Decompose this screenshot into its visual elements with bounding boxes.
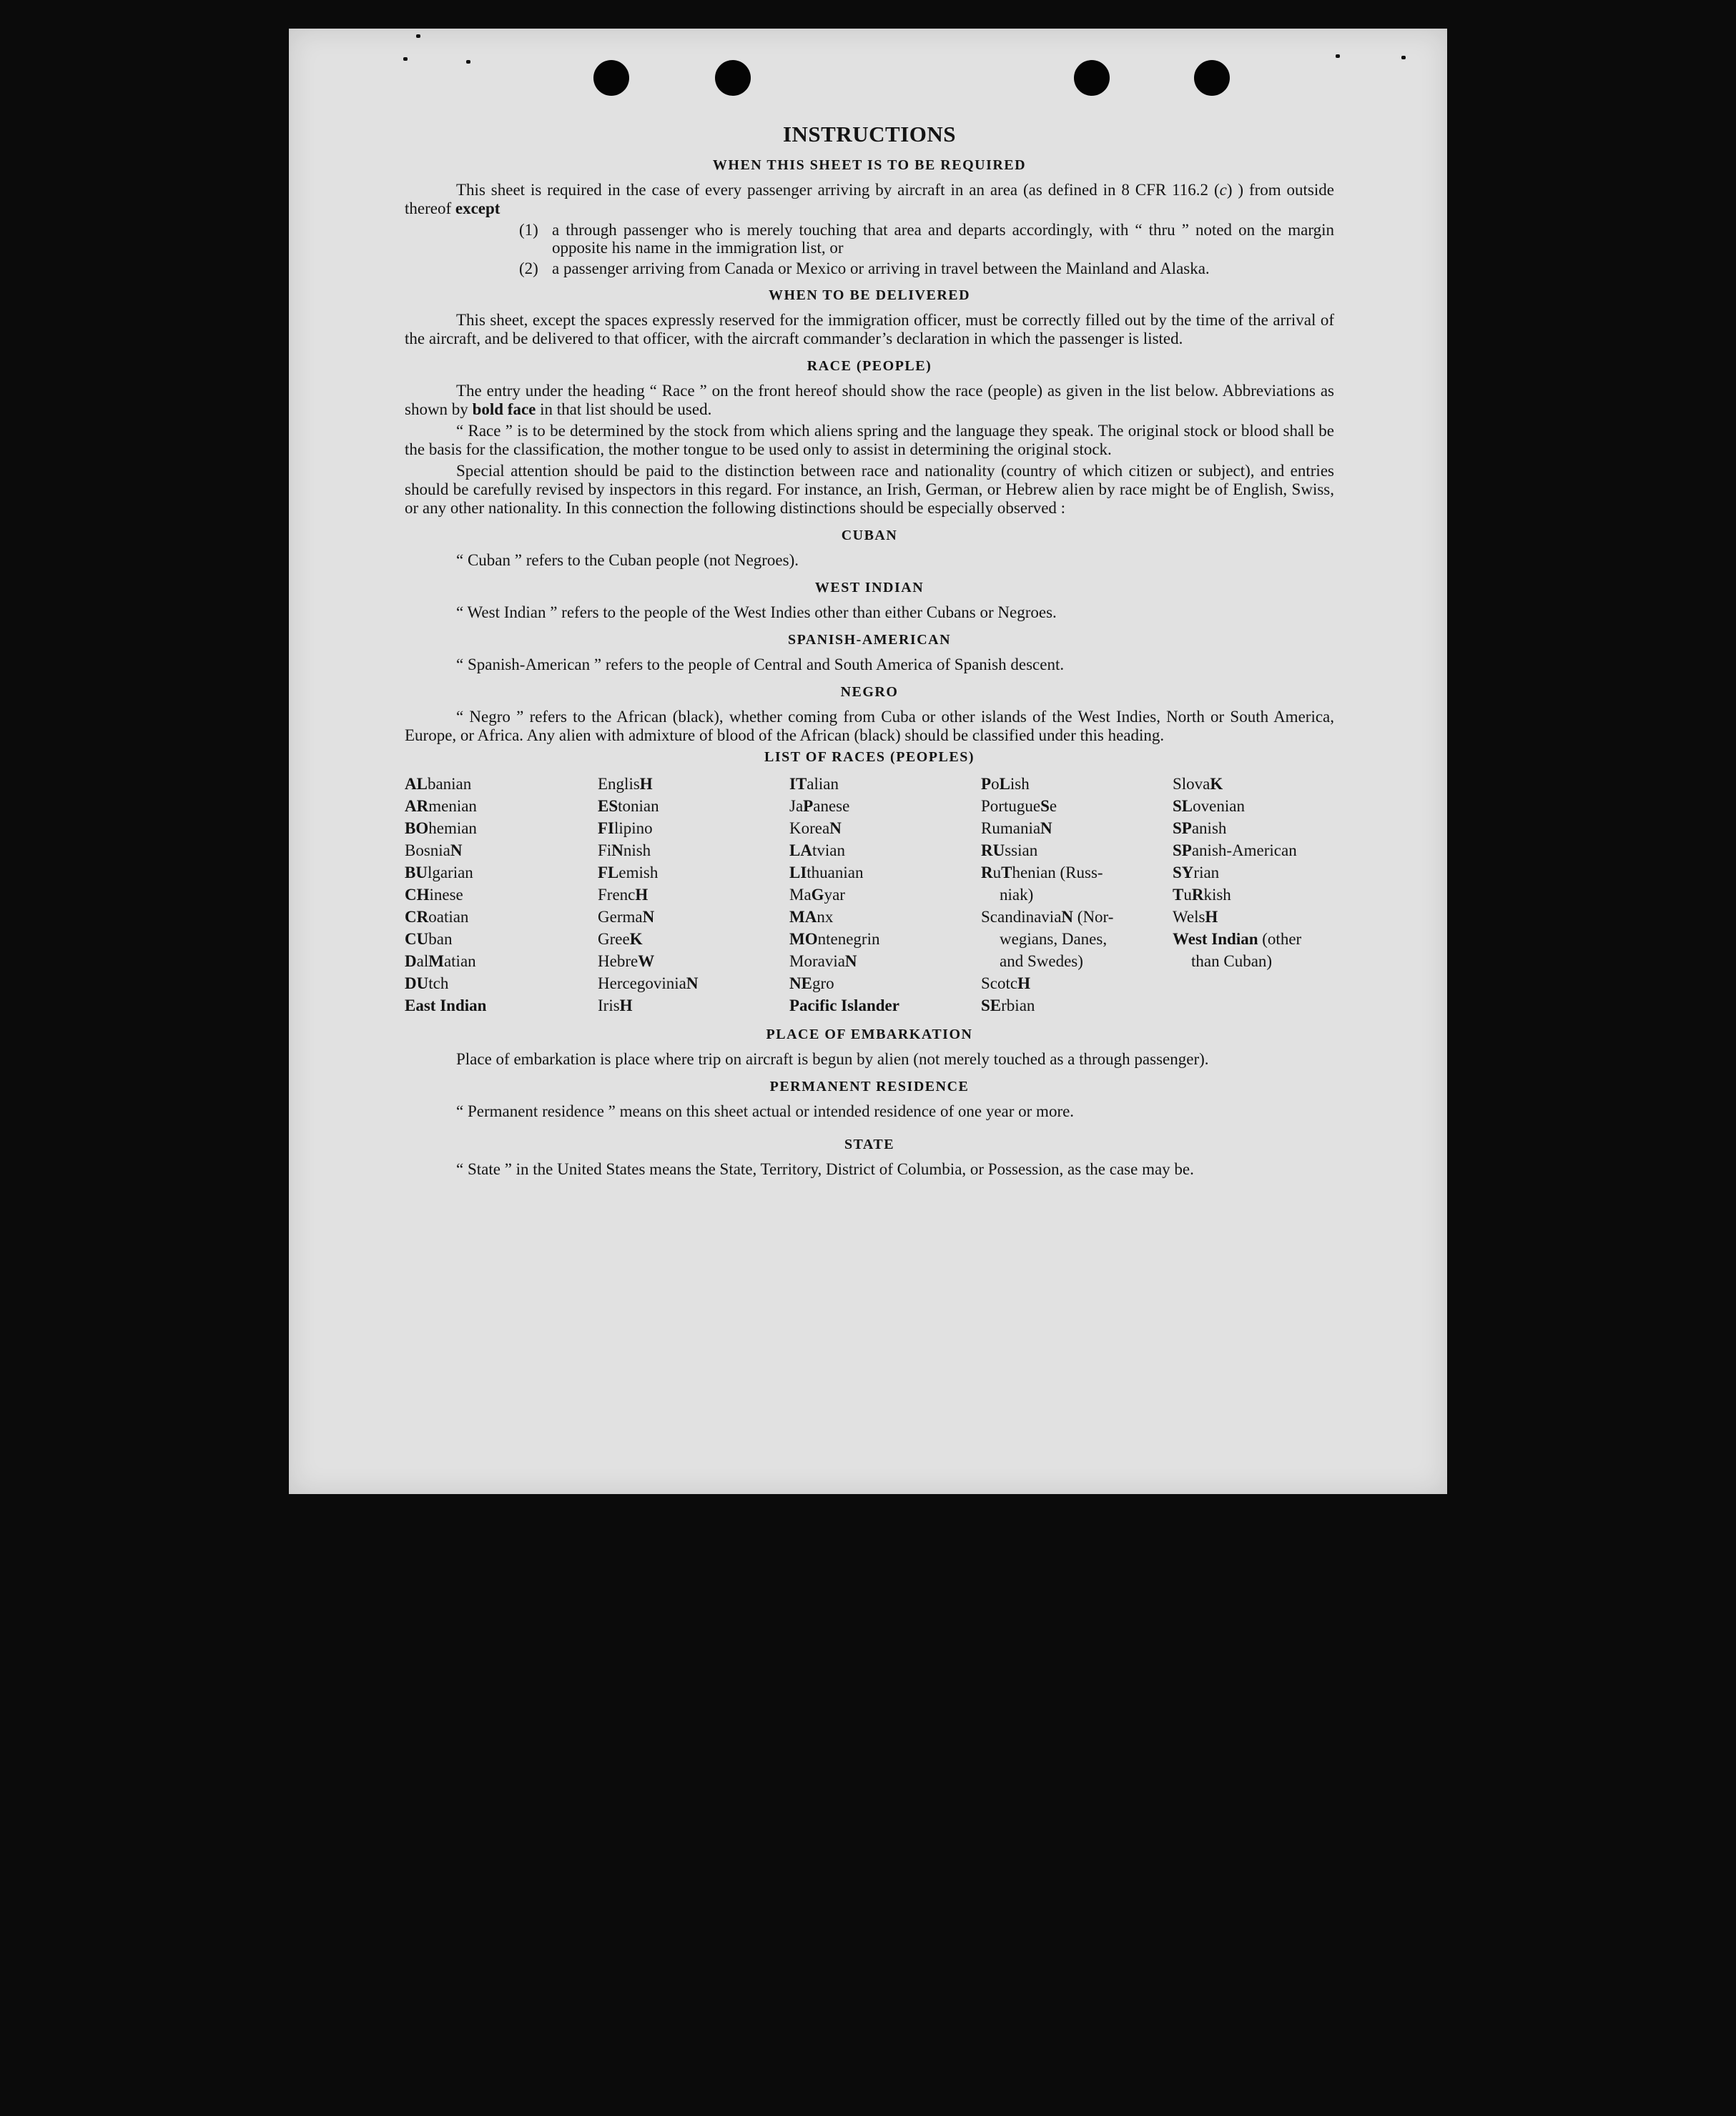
- race-entry: [598, 906, 789, 928]
- race-abbrev: BO: [405, 819, 429, 837]
- race-name: menian: [428, 797, 477, 815]
- race-entry: [598, 972, 789, 994]
- race-name: niak): [1000, 886, 1034, 904]
- race-abbrev: H: [639, 775, 653, 793]
- race-entry: [789, 839, 981, 861]
- punch-hole: [715, 60, 751, 96]
- race-name: ntenegrin: [817, 930, 880, 948]
- race-name: thuanian: [807, 864, 864, 881]
- race-entry: [981, 906, 1173, 928]
- race-abbrev: G: [811, 886, 824, 904]
- intro-italic: c: [1219, 181, 1227, 199]
- race-name: nish: [623, 841, 651, 859]
- race-text: in that list should be used.: [536, 400, 712, 418]
- race-abbrev: T: [1173, 886, 1184, 904]
- race-name: (other: [1258, 930, 1302, 948]
- race-abbrev: ES: [598, 797, 618, 815]
- race-column: [1173, 773, 1334, 1017]
- race-abbrev: SP: [1173, 841, 1192, 859]
- race-entry: [981, 795, 1173, 817]
- race-name: Frenc: [598, 886, 636, 904]
- race-abbrev: H: [1205, 908, 1218, 926]
- section-heading-cuban: CUBAN: [841, 528, 898, 543]
- item-number: (2): [519, 259, 538, 277]
- cuban-text: “ Cuban ” refers to the Cuban people (not Negroes).: [456, 551, 799, 569]
- race-abbrev: R: [981, 864, 993, 881]
- instructions-content: [405, 122, 1334, 1182]
- race-name: Korea: [789, 819, 830, 837]
- race-entry: [981, 861, 1173, 884]
- race-name: kish: [1203, 886, 1231, 904]
- race-name: rian: [1193, 864, 1220, 881]
- race-entry: [981, 972, 1173, 994]
- race-name: Fi: [598, 841, 612, 859]
- race-abbrev: H: [1017, 974, 1030, 992]
- race-name: o: [991, 775, 1000, 793]
- race-column: [598, 773, 789, 1017]
- race-abbrev: East Indian: [405, 997, 487, 1014]
- race-abbrev: T: [1001, 864, 1012, 881]
- race-name: Scandinavia: [981, 908, 1062, 926]
- intro-bold: except: [455, 199, 500, 217]
- race-abbrev: DU: [405, 974, 429, 992]
- west-indian-text: “ West Indian ” refers to the people of the West Indies other than either Cubans or Negroes.: [456, 603, 1057, 621]
- race-abbrev: Pacific Islander: [789, 997, 899, 1014]
- item-text: a through passenger who is merely touching that area and departs accordingly, with “ thru ” noted on the margin opposite his name in the immigration list, or: [552, 221, 1334, 257]
- race-entry: [1173, 773, 1334, 795]
- race-abbrev: SY: [1173, 864, 1194, 881]
- race-abbrev: MA: [789, 908, 817, 926]
- ink-speck: [403, 57, 408, 61]
- race-entry: [1173, 861, 1334, 884]
- race-name: u: [1183, 886, 1192, 904]
- race-entry: [405, 861, 598, 884]
- race-name: Moravia: [789, 952, 845, 970]
- race-abbrev: N: [844, 952, 857, 970]
- race-entry: [981, 817, 1173, 839]
- item-number: (1): [519, 221, 538, 239]
- race-name: (Nor-: [1073, 908, 1114, 926]
- race-abbrev: AL: [405, 775, 428, 793]
- race-name: u: [992, 864, 1002, 881]
- race-entry: [789, 795, 981, 817]
- race-entry: [789, 817, 981, 839]
- race-entry: [405, 994, 598, 1017]
- race-paragraph-3: Special attention should be paid to the distinction between race and nationality (country of which citizen or subject), and entries should be carefully revised by inspectors in this regard. For instance, an Irish, German, or Hebrew alien by race might be of English, Swiss, or any other nationality. In this connection the following distinctions should be especially observed :: [405, 462, 1334, 517]
- negro-text: “ Negro ” refers to the African (black), whether coming from Cuba or other islands of the West Indies, North or South America, Europe, or Africa. Any alien with admixture of blood of the African (black) should be classified under this heading.: [405, 708, 1334, 744]
- race-abbrev: FL: [598, 864, 619, 881]
- race-entry: [789, 906, 981, 928]
- race-name: Hercegovinia: [598, 974, 686, 992]
- race-name: atian: [443, 952, 476, 970]
- races-list: [405, 773, 1334, 1017]
- race-entry: [598, 950, 789, 972]
- race-name: ban: [428, 930, 453, 948]
- race-entry: [789, 950, 981, 972]
- race-name: gro: [812, 974, 834, 992]
- race-entry: [1173, 795, 1334, 817]
- section-heading-spanish-american: SPANISH-AMERICAN: [787, 632, 952, 648]
- race-abbrev: BU: [405, 864, 428, 881]
- race-abbrev: H: [635, 886, 648, 904]
- race-name: lipino: [614, 819, 653, 837]
- race-entry: [1173, 906, 1334, 928]
- race-entry: [981, 839, 1173, 861]
- race-entry: [1173, 884, 1334, 906]
- race-entry: [789, 861, 981, 884]
- race-name: hemian: [428, 819, 477, 837]
- race-entry: [789, 773, 981, 795]
- race-name: Hebre: [598, 952, 638, 970]
- intro-text: ) ) from outside thereof: [405, 181, 1334, 217]
- race-name: Scotc: [981, 974, 1018, 992]
- race-entry: [405, 950, 598, 972]
- race-name: rbian: [1001, 997, 1035, 1014]
- race-abbrev: N: [450, 841, 463, 859]
- race-entry: [405, 906, 598, 928]
- race-abbrev: SL: [1173, 797, 1193, 815]
- ink-speck: [1401, 56, 1406, 59]
- state-text: “ State ” in the United States means the State, Territory, District of Columbia, or Possession, as the case may be.: [456, 1160, 1194, 1178]
- race-abbrev: N: [829, 819, 842, 837]
- race-name: Wels: [1173, 908, 1205, 926]
- race-entry: [1173, 928, 1334, 950]
- race-name: Englis: [598, 775, 640, 793]
- race-entry: [405, 817, 598, 839]
- race-entry: [405, 928, 598, 950]
- race-entry: [981, 773, 1173, 795]
- race-name: e: [1049, 797, 1057, 815]
- race-entry: [981, 928, 1173, 950]
- race-name: inese: [429, 886, 463, 904]
- race-entry: [598, 861, 789, 884]
- document-sheet: [289, 29, 1447, 1494]
- race-abbrev: R: [1191, 886, 1204, 904]
- race-name: ish: [1010, 775, 1030, 793]
- race-name: anish: [1191, 819, 1227, 837]
- race-entry: [405, 972, 598, 994]
- race-abbrev: N: [642, 908, 655, 926]
- race-text: The entry under the heading “ Race ” on the front hereof should show the race (people) as given in the list below. Abbreviations as shown by: [405, 382, 1334, 418]
- race-entry: [598, 928, 789, 950]
- section-heading-race: RACE (PEOPLE): [807, 358, 932, 374]
- race-entry: [1173, 950, 1334, 972]
- race-name: Portugue: [981, 797, 1041, 815]
- section-heading-list-of-races: LIST OF RACES (PEOPLES): [764, 749, 975, 765]
- embarkation-text: Place of embarkation is place where trip on aircraft is begun by alien (not merely touched as a through passenger).: [456, 1050, 1209, 1068]
- race-name: tch: [428, 974, 449, 992]
- race-name: ovenian: [1193, 797, 1245, 815]
- race-abbrev: M: [428, 952, 444, 970]
- punch-hole: [1194, 60, 1230, 96]
- race-name: ssian: [1005, 841, 1038, 859]
- race-paragraph-1: [405, 382, 1334, 419]
- race-abbrev: D: [405, 952, 417, 970]
- race-abbrev: H: [619, 997, 633, 1014]
- race-entry: [598, 773, 789, 795]
- race-name: and Swedes): [1000, 952, 1083, 970]
- race-abbrev: CU: [405, 930, 429, 948]
- race-abbrev: K: [629, 930, 643, 948]
- race-abbrev: W: [638, 952, 655, 970]
- race-entry: [789, 928, 981, 950]
- race-name: Slova: [1173, 775, 1210, 793]
- race-abbrev: CR: [405, 908, 429, 926]
- race-abbrev: LA: [789, 841, 812, 859]
- race-abbrev: N: [1040, 819, 1052, 837]
- ink-speck: [466, 60, 470, 64]
- race-name: henian (Russ-: [1012, 864, 1103, 881]
- race-entry: [789, 972, 981, 994]
- race-name: anese: [813, 797, 850, 815]
- race-name: oatian: [428, 908, 469, 926]
- race-abbrev: NE: [789, 974, 812, 992]
- ink-speck: [1336, 54, 1340, 58]
- page-title: INSTRUCTIONS: [782, 122, 956, 147]
- race-abbrev: L: [999, 775, 1010, 793]
- exception-item: [519, 259, 1334, 277]
- item-text: a passenger arriving from Canada or Mexico or arriving in travel between the Mainland and Alaska.: [552, 259, 1210, 277]
- section-heading-delivered: WHEN TO BE DELIVERED: [768, 287, 971, 303]
- race-name: wegians, Danes,: [1000, 930, 1108, 948]
- race-abbrev: SP: [1173, 819, 1192, 837]
- race-entry: [405, 773, 598, 795]
- section-heading-west-indian: WEST INDIAN: [814, 580, 924, 595]
- race-column: [405, 773, 598, 1017]
- required-intro: [405, 181, 1334, 218]
- race-abbrev: IT: [789, 775, 807, 793]
- race-abbrev: MO: [789, 930, 818, 948]
- spanish-american-text: “ Spanish-American ” refers to the people of Central and South America of Spanish descent.: [456, 656, 1065, 673]
- race-entry: [598, 795, 789, 817]
- delivered-text: This sheet, except the spaces expressly reserved for the immigration officer, must be correctly filled out by the time of the arrival of the aircraft, and be delivered to that officer, with the aircraft commander’s declaration in which the passenger is listed.: [405, 311, 1334, 347]
- race-abbrev: N: [686, 974, 699, 992]
- race-abbrev: N: [611, 841, 623, 859]
- race-abbrev: RU: [981, 841, 1005, 859]
- race-abbrev: LI: [789, 864, 807, 881]
- race-name: tonian: [618, 797, 659, 815]
- race-abbrev: West Indian: [1173, 930, 1258, 948]
- section-heading-residence: PERMANENT RESIDENCE: [769, 1079, 970, 1094]
- race-name: alian: [807, 775, 839, 793]
- section-heading-state: STATE: [844, 1137, 895, 1152]
- race-name: tvian: [812, 841, 845, 859]
- section-heading-embarkation: PLACE OF EMBARKATION: [766, 1027, 973, 1042]
- race-name: anish-American: [1191, 841, 1297, 859]
- section-heading-negro: NEGRO: [840, 684, 899, 700]
- punch-hole: [1074, 60, 1110, 96]
- punch-hole: [593, 60, 629, 96]
- race-name: Gree: [598, 930, 630, 948]
- race-name: lgarian: [427, 864, 473, 881]
- race-paragraph-2: “ Race ” is to be determined by the stock from which aliens spring and the language they speak. The original stock or blood shall be the basis for the classification, the mother tongue to be used only to assist in determining the original stock.: [405, 422, 1334, 458]
- race-abbrev: AR: [405, 797, 429, 815]
- race-entry: [1173, 839, 1334, 861]
- race-abbrev: P: [981, 775, 992, 793]
- section-heading-required: WHEN THIS SHEET IS TO BE REQUIRED: [712, 157, 1027, 173]
- race-name: emish: [618, 864, 659, 881]
- race-name: Iris: [598, 997, 620, 1014]
- race-entry: [981, 950, 1173, 972]
- race-entry: [405, 795, 598, 817]
- race-name: than Cuban): [1191, 952, 1273, 970]
- race-entry: [405, 884, 598, 906]
- race-name: Ma: [789, 886, 812, 904]
- race-name: Bosnia: [405, 841, 450, 859]
- race-entry: [598, 884, 789, 906]
- race-name: al: [416, 952, 429, 970]
- race-entry: [981, 994, 1173, 1017]
- race-entry: [789, 884, 981, 906]
- race-entry: [1173, 817, 1334, 839]
- race-entry: [405, 839, 598, 861]
- race-abbrev: FI: [598, 819, 614, 837]
- race-entry: [598, 994, 789, 1017]
- race-column: [789, 773, 981, 1017]
- race-name: Germa: [598, 908, 643, 926]
- race-entry: [598, 817, 789, 839]
- exception-item: [519, 221, 1334, 257]
- race-abbrev: P: [803, 797, 814, 815]
- race-entry: [981, 884, 1173, 906]
- race-entry: [598, 839, 789, 861]
- race-abbrev: K: [1210, 775, 1223, 793]
- race-abbrev: N: [1061, 908, 1074, 926]
- race-abbrev: S: [1040, 797, 1050, 815]
- race-abbrev: CH: [405, 886, 430, 904]
- intro-text: This sheet is required in the case of every passenger arriving by aircraft in an area (as defined in 8 CFR 116.2 (: [456, 181, 1220, 199]
- race-column: [981, 773, 1173, 1017]
- ink-speck: [416, 34, 420, 38]
- race-name: banian: [427, 775, 472, 793]
- race-name: Ja: [789, 797, 804, 815]
- race-name: nx: [817, 908, 834, 926]
- race-abbrev: SE: [981, 997, 1002, 1014]
- race-name: yar: [824, 886, 845, 904]
- race-name: Rumania: [981, 819, 1041, 837]
- residence-text: “ Permanent residence ” means on this sheet actual or intended residence of one year or more.: [456, 1102, 1075, 1120]
- race-entry: [789, 994, 981, 1017]
- race-bold: bold face: [472, 400, 536, 418]
